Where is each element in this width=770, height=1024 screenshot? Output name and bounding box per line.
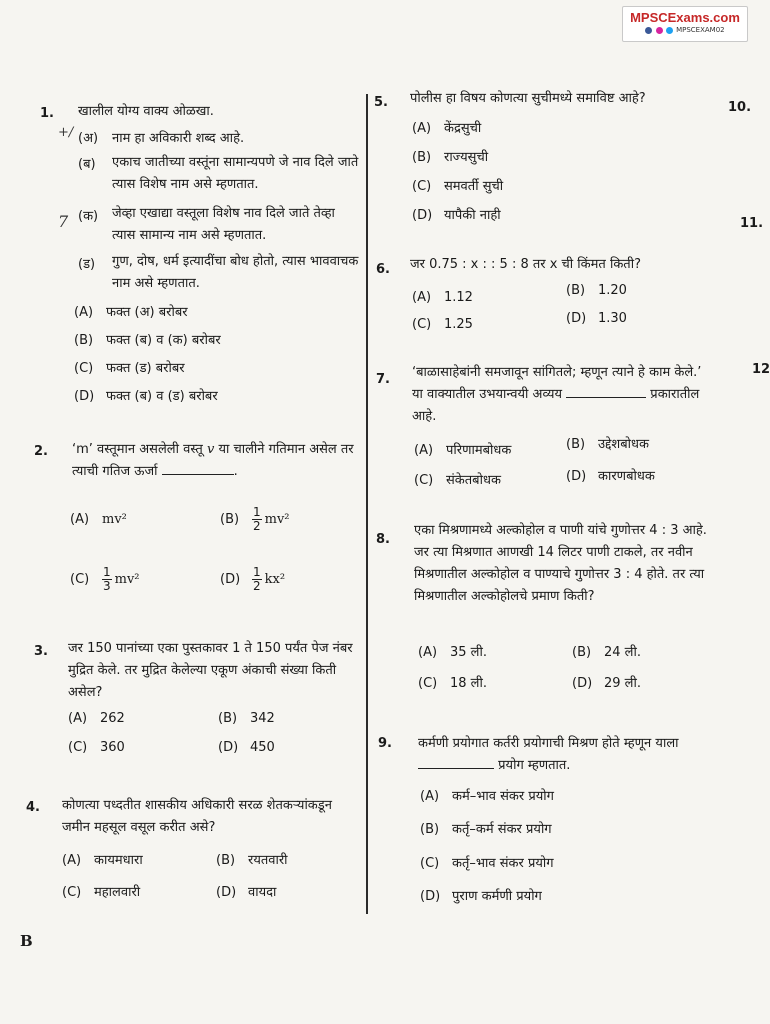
site-logo: [622, 6, 748, 42]
question-number: 2.: [34, 444, 48, 459]
option[interactable]: [62, 852, 143, 870]
fraction-denominator: 3: [103, 579, 111, 593]
option-text: समवर्ती सुची: [444, 179, 504, 194]
option-text: mv²: [264, 512, 290, 527]
fraction-denominator: 2: [253, 519, 261, 533]
option-text: 29 ली.: [604, 676, 641, 691]
option-label: (B): [220, 512, 240, 527]
option-label: (A): [412, 121, 432, 136]
option-label: (D): [572, 676, 593, 691]
option[interactable]: [412, 120, 481, 138]
handwritten-mark: +/: [58, 125, 74, 140]
question-text: एका मिश्रणामध्ये अल्कोहोल व पाणी यांचे गुणोत्तर 4 : 3 आहे. जर त्या मिश्रणात आणखी 14 लिटर पाणी टाकले, तर नवीन मिश्रणातील अल्कोहोल व पाण्याचे गुणोत्तर 3 : 4 होते. तर त्या मिश्रणातील अल्कोहोलचे प्रमाण किती?: [414, 523, 707, 604]
twitter-icon: [666, 27, 673, 34]
option-label: (C): [70, 572, 90, 587]
option[interactable]: [420, 888, 542, 906]
option-text: महालवारी: [94, 885, 141, 900]
option-text: रयतवारी: [248, 853, 288, 868]
option-text: 35 ली.: [450, 645, 487, 660]
question-text-part: या चालीने गतिमान असेल तर त्याची गतिज ऊर्जा: [72, 442, 354, 479]
option[interactable]: [74, 388, 218, 406]
option-text: फक्त (ब) व (ड) बरोबर: [106, 389, 218, 404]
question-number: 3.: [34, 644, 48, 659]
option[interactable]: [566, 282, 627, 300]
statement-label: (ड): [78, 257, 96, 272]
question-text-part: कर्मणी प्रयोगात कर्तरी प्रयोगाची मिश्रण होते म्हणून याला: [418, 736, 679, 751]
column-divider: [366, 94, 368, 914]
option-label: (A): [62, 853, 82, 868]
option[interactable]: [566, 468, 655, 486]
option[interactable]: [412, 149, 488, 167]
option-text: 360: [100, 740, 125, 755]
answer-blank: [566, 385, 646, 398]
facebook-icon: [645, 27, 652, 34]
option[interactable]: [566, 310, 627, 328]
statement-text: जेव्हा एखाद्या वस्तूला विशेष नाव दिले जाते तेव्हा त्यास सामान्य नाम असे म्हणतात.: [112, 206, 335, 243]
option-text: संकेतबोधक: [446, 473, 501, 488]
option-label: (D): [216, 885, 237, 900]
option-text: mv²: [102, 512, 127, 527]
option[interactable]: [218, 710, 275, 728]
option-label: (C): [62, 885, 82, 900]
option-label: (A): [74, 305, 94, 320]
option-label: (C): [74, 361, 94, 376]
option-text: परिणामबोधक: [446, 443, 512, 458]
option-text: 1.25: [444, 317, 473, 332]
question-number: 8.: [376, 532, 390, 547]
option[interactable]: [420, 855, 554, 873]
fraction: [252, 566, 262, 593]
option-label: (B): [412, 150, 432, 165]
option-text: फक्त (ब) व (क) बरोबर: [106, 333, 221, 348]
option-text: कर्म–भाव संकर प्रयोग: [452, 789, 554, 804]
option-label: (C): [418, 676, 438, 691]
fraction-denominator: 2: [253, 579, 261, 593]
option[interactable]: [218, 739, 275, 757]
statement-label: (क): [78, 209, 99, 224]
option[interactable]: [414, 472, 501, 490]
option[interactable]: [74, 304, 188, 322]
option[interactable]: [418, 644, 487, 662]
option-text: 1.12: [444, 290, 473, 305]
statement-label: (ब): [78, 157, 96, 172]
option-text: mv²: [114, 572, 140, 587]
option-label: (A): [420, 789, 440, 804]
option-text: फक्त (अ) बरोबर: [106, 305, 188, 320]
option[interactable]: [414, 442, 511, 460]
question-number: 6.: [376, 262, 390, 277]
option-label: (C): [412, 179, 432, 194]
question-number: 7.: [376, 372, 390, 387]
fraction-numerator: 1: [253, 565, 261, 579]
option-text: फक्त (ड) बरोबर: [106, 361, 185, 376]
option-label: (B): [74, 333, 94, 348]
option-label: (C): [414, 473, 434, 488]
option[interactable]: [420, 821, 552, 839]
question-number: 4.: [26, 800, 40, 815]
answer-blank: [418, 756, 494, 769]
statement-text: नाम हा अविकारी शब्द आहे.: [112, 131, 245, 146]
option-label: (B): [566, 437, 586, 452]
fraction-numerator: 1: [253, 505, 261, 519]
option-label: (A): [412, 290, 432, 305]
question-text: जर 0.75 : x : : 5 : 8 तर x ची किंमत किती?: [410, 257, 641, 272]
question-text: कोणत्या पध्दतीत शासकीय अधिकारी सरळ शेतकऱ्यांकडून जमीन महसूल वसूल करीत असे?: [62, 798, 332, 835]
logo-handle: MPSCEXAM02: [676, 26, 725, 34]
edge-number: 11.: [740, 216, 764, 231]
statement-text: गुण, दोष, धर्म इत्यादींचा बोध होतो, त्यास भाववाचक नाम असे म्हणतात.: [112, 254, 359, 291]
option[interactable]: [420, 788, 554, 806]
option-label: (C): [412, 317, 432, 332]
option[interactable]: [216, 852, 288, 870]
option-label: (B): [572, 645, 592, 660]
option[interactable]: [74, 360, 185, 378]
question-text: खालील योग्य वाक्य ओळखा.: [78, 104, 214, 119]
option[interactable]: [566, 436, 649, 454]
option-label: (B): [216, 853, 236, 868]
answer-blank: [162, 462, 234, 475]
option[interactable]: [572, 675, 641, 693]
option-label: (D): [74, 389, 95, 404]
option-text: यापैकी नाही: [444, 208, 501, 223]
option[interactable]: [74, 332, 221, 350]
set-code: B: [20, 932, 33, 950]
instagram-icon: [656, 27, 663, 34]
statement-label: (अ): [78, 131, 99, 146]
option[interactable]: [62, 884, 140, 902]
question-text-part: प्रकारातील आहे.: [412, 387, 700, 424]
statement-text: एकाच जातीच्या वस्तूंना सामान्यपणे जे नाव दिले जाते त्यास विशेष नाम असे म्हणतात.: [112, 155, 359, 192]
option-text: 1.30: [598, 311, 627, 326]
question-text-part: प्रयोग म्हणतात.: [498, 758, 571, 773]
option[interactable]: [412, 207, 501, 225]
option[interactable]: [412, 289, 473, 307]
option-label: (D): [420, 889, 441, 904]
option-text: कायमधारा: [94, 853, 143, 868]
option-text: 342: [250, 711, 275, 726]
option[interactable]: [70, 511, 127, 529]
question-text-part: ‘बाळासाहेबांनी समजावून सांगितले; म्हणून त्याने हे काम केले.’ या वाक्यातील उभयान्वयी अव्यय: [412, 365, 702, 402]
option-label: (A): [414, 443, 434, 458]
question-text: [418, 733, 728, 777]
handwritten-mark: 7: [58, 212, 69, 231]
option-label: (D): [566, 311, 587, 326]
question-text-part: ‘m’ वस्तूमान असलेली वस्तू: [72, 442, 203, 457]
edge-number: 12: [752, 362, 770, 377]
option-text: वायदा: [248, 885, 277, 900]
question-number: 9.: [378, 736, 392, 751]
logo-brand: MPSCExams.com: [630, 10, 740, 25]
question-text: जर 150 पानांच्या एका पुस्तकावर 1 ते 150 पर्यंत पेज नंबर मुद्रित केले. तर मुद्रित केलेल्या एकूण अंकाची संख्या किती असेल?: [68, 641, 353, 700]
option[interactable]: [68, 739, 125, 757]
option-label: (D): [412, 208, 433, 223]
option-text: कारणबोधक: [598, 469, 655, 484]
option-text: 262: [100, 711, 125, 726]
fraction: [252, 506, 262, 533]
option-label: (D): [220, 572, 241, 587]
logo-social-row: [623, 25, 747, 35]
option-label: (C): [420, 856, 440, 871]
option[interactable]: [572, 644, 641, 662]
option-text: kx²: [264, 572, 286, 587]
option-text: कर्तृ–भाव संकर प्रयोग: [452, 856, 554, 871]
option-label: (B): [566, 283, 586, 298]
fraction-numerator: 1: [103, 565, 111, 579]
option-text: पुराण कर्मणी प्रयोग: [452, 889, 542, 904]
question-text: [412, 362, 712, 428]
option-text: केंद्रसुची: [444, 121, 482, 136]
option-label: (B): [218, 711, 238, 726]
option-label: (A): [70, 512, 90, 527]
question-text: पोलीस हा विषय कोणत्या सुचीमध्ये समाविष्ट आहे?: [410, 91, 646, 106]
option-label: (A): [418, 645, 438, 660]
option-text: उद्देशबोधक: [598, 437, 650, 452]
option[interactable]: [412, 316, 473, 334]
option[interactable]: [220, 502, 290, 538]
option-label: (D): [566, 469, 587, 484]
option-text: 24 ली.: [604, 645, 641, 660]
option[interactable]: [418, 675, 487, 693]
option-label: (D): [218, 740, 239, 755]
option[interactable]: [216, 884, 276, 902]
option[interactable]: [68, 710, 125, 728]
option-text: 450: [250, 740, 275, 755]
velocity-symbol: v: [206, 442, 215, 457]
question-text: ‘m’ वस्तूमान असलेली वस्तू v या चालीने गतिमान असेल तर त्याची गतिज ऊर्जा .: [72, 442, 354, 479]
option[interactable]: [70, 562, 140, 598]
option[interactable]: [220, 562, 285, 598]
fraction: [102, 566, 112, 593]
option[interactable]: [412, 178, 503, 196]
option-label: (B): [420, 822, 440, 837]
option-text: राज्यसुची: [444, 150, 489, 165]
edge-number: 10.: [728, 100, 752, 115]
option-text: 1.20: [598, 283, 627, 298]
option-label: (C): [68, 740, 88, 755]
option-text: 18 ली.: [450, 676, 487, 691]
option-text: कर्तृ–कर्म संकर प्रयोग: [452, 822, 552, 837]
question-number: 5.: [374, 95, 388, 110]
question-number: 1.: [40, 106, 54, 121]
option-label: (A): [68, 711, 88, 726]
